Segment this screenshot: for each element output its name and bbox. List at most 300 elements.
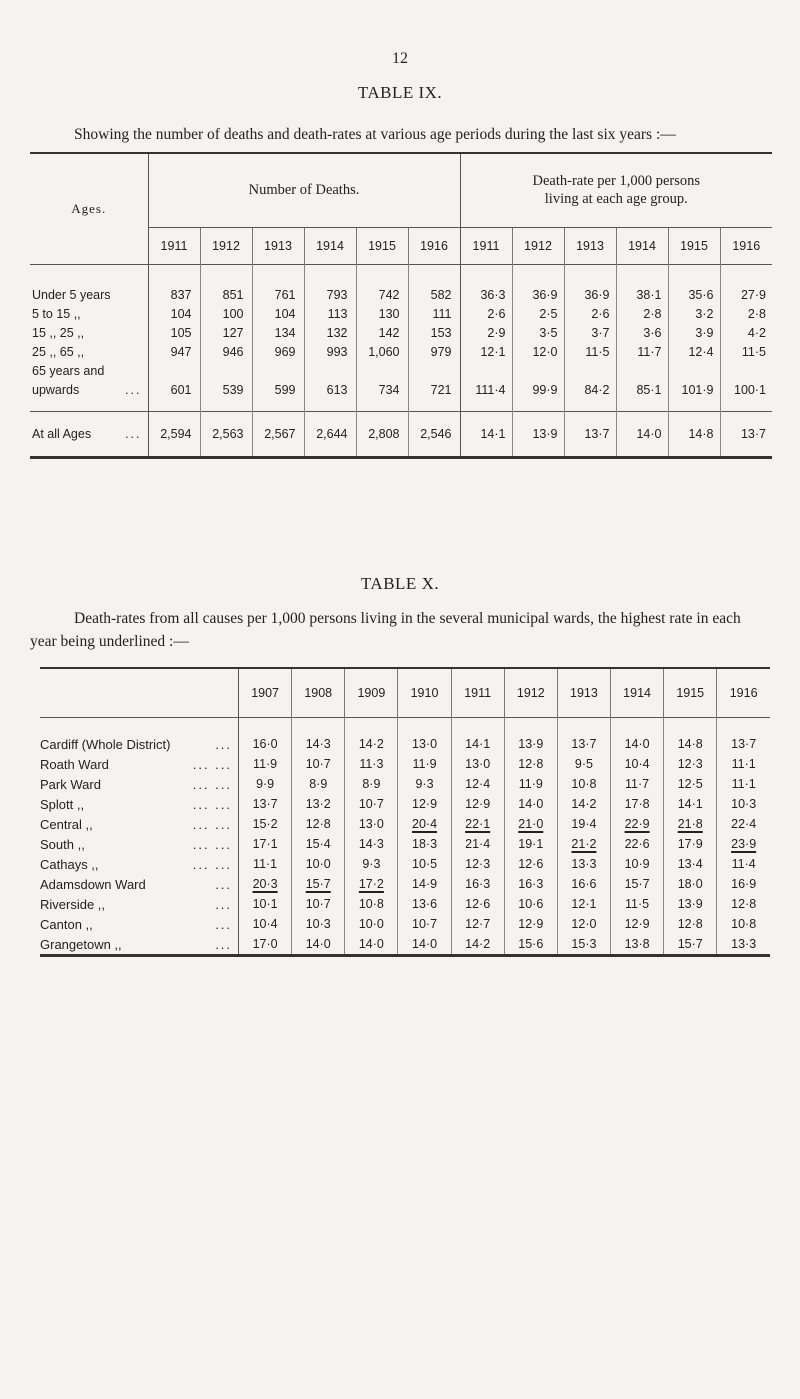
rate-value: 14·3 xyxy=(358,837,384,851)
rate-cell: 2·9 xyxy=(460,323,512,342)
rate-value: 10·8 xyxy=(571,777,597,791)
year-header: 1913 xyxy=(557,668,610,718)
leader-dots: ... ... xyxy=(192,776,233,792)
table-row xyxy=(30,285,772,304)
table-row xyxy=(40,914,770,934)
age-label xyxy=(30,285,148,304)
table-row xyxy=(40,754,770,774)
rate-cell xyxy=(239,734,292,754)
rate-cell xyxy=(664,934,717,956)
rate-cell xyxy=(345,894,398,914)
rate-value: 9·5 xyxy=(574,757,593,771)
leader-dots: ... ... xyxy=(192,856,233,872)
rate-cell xyxy=(345,934,398,956)
rate-cell xyxy=(504,874,557,894)
rate-cell: 11·5 xyxy=(564,342,616,361)
age-label xyxy=(30,304,148,323)
rate-cell xyxy=(345,854,398,874)
rate-value: 12·9 xyxy=(465,797,491,811)
deaths-cell xyxy=(356,361,408,380)
table-ix-intro xyxy=(30,123,770,146)
rate-cell xyxy=(504,774,557,794)
rate-value: 12·9 xyxy=(624,917,650,931)
year-header: 1912 xyxy=(512,227,564,264)
rate-cell xyxy=(398,894,451,914)
leader-dots: ... ... xyxy=(192,796,233,812)
rate-cell xyxy=(398,734,451,754)
year-header: 1914 xyxy=(611,668,664,718)
year-header: 1908 xyxy=(292,668,345,718)
leader-dots: ... xyxy=(215,936,233,952)
rate-cell xyxy=(504,854,557,874)
rate-cell xyxy=(292,894,345,914)
rate-cell xyxy=(451,814,504,834)
rate-cell: 4·2 xyxy=(720,323,772,342)
ward-label xyxy=(40,794,239,814)
deaths-cell: 153 xyxy=(408,323,460,342)
rate-cell xyxy=(557,754,610,774)
year-header: 1915 xyxy=(664,668,717,718)
rate-cell xyxy=(717,734,770,754)
rate-value: 14·1 xyxy=(465,737,491,751)
rate-cell xyxy=(717,894,770,914)
rate-value: 17·2 xyxy=(358,877,384,891)
rate-value: 13·0 xyxy=(412,737,438,751)
rate-cell xyxy=(398,934,451,956)
year-header: 1913 xyxy=(564,227,616,264)
rate-value: 13·6 xyxy=(412,897,438,911)
rate-cell xyxy=(345,914,398,934)
rate-value: 22·1 xyxy=(465,817,491,831)
rate-cell: 2·8 xyxy=(720,304,772,323)
ward-name: Riverside ,, xyxy=(40,896,106,912)
leader-dots: ... ... xyxy=(192,816,233,832)
rate-value: 12·3 xyxy=(677,757,703,771)
rate-cell: 3·2 xyxy=(668,304,720,323)
rate-cell: 3·7 xyxy=(564,323,616,342)
rate-value: 16·9 xyxy=(731,877,757,891)
rate-value: 12·6 xyxy=(518,857,544,871)
rate-cell xyxy=(398,834,451,854)
rate-value: 14·2 xyxy=(358,737,384,751)
rate-cell xyxy=(451,834,504,854)
deaths-cell xyxy=(148,361,200,380)
rate-cell xyxy=(398,854,451,874)
rate-cell xyxy=(292,914,345,934)
page-number: 12 xyxy=(392,50,408,67)
deaths-cell: 601 xyxy=(170,382,192,397)
rate-value: 22·6 xyxy=(624,837,650,851)
rate-cell xyxy=(504,834,557,854)
ward-name: Cathays ,, xyxy=(40,856,99,872)
rate-cell xyxy=(616,361,668,380)
rate-cell xyxy=(504,754,557,774)
deaths-cell: 993 xyxy=(304,342,356,361)
rate-cell xyxy=(664,754,717,774)
rate-cell xyxy=(664,854,717,874)
rate-value: 21·8 xyxy=(677,817,703,831)
rate-cell: 14·8 xyxy=(668,412,720,458)
year-header: 1911 xyxy=(460,227,512,264)
rate-cell xyxy=(292,854,345,874)
rate-value: 15·7 xyxy=(624,877,650,891)
leader-dots: ... xyxy=(215,916,233,932)
year-header: 1916 xyxy=(720,227,772,264)
rate-value: 16·3 xyxy=(518,877,544,891)
rate-value: 10·7 xyxy=(412,917,438,931)
rate-value: 22·9 xyxy=(624,817,650,831)
rate-cell xyxy=(504,734,557,754)
rate-value: 12·0 xyxy=(571,917,597,931)
rate-value: 11·1 xyxy=(731,757,756,771)
rate-value: 10·0 xyxy=(305,857,331,871)
deaths-cell: 130 xyxy=(356,304,408,323)
rate-value: 10·8 xyxy=(731,917,757,931)
ward-label xyxy=(40,934,239,956)
rate-cell xyxy=(557,834,610,854)
age-label xyxy=(30,412,148,458)
rate-cell xyxy=(664,794,717,814)
rate-value: 17·8 xyxy=(624,797,650,811)
rate-value: 20·4 xyxy=(412,817,438,831)
year-header: 1912 xyxy=(504,668,557,718)
rate-cell xyxy=(239,854,292,874)
rate-value: 14·1 xyxy=(677,797,703,811)
rate-cell xyxy=(557,914,610,934)
rate-cell: 101·9 xyxy=(668,380,720,399)
rate-value: 10·3 xyxy=(731,797,757,811)
rate-cell xyxy=(451,754,504,774)
rate-cell xyxy=(239,754,292,774)
rate-cell: 85·1 xyxy=(616,380,668,399)
ages-header: Ages. xyxy=(30,153,148,265)
rate-cell: 12·0 xyxy=(512,342,564,361)
deaths-cell: 2,808 xyxy=(356,412,408,458)
rate-value: 10·6 xyxy=(518,897,544,911)
leader-dots: ... ... xyxy=(192,756,233,772)
year-header: 1911 xyxy=(148,227,200,264)
deaths-cell: 969 xyxy=(252,342,304,361)
rate-value: 14·9 xyxy=(412,877,438,891)
table-row xyxy=(40,834,770,854)
rate-cell xyxy=(239,834,292,854)
deaths-cell: 105 xyxy=(170,325,192,340)
rate-value: 13·9 xyxy=(518,737,544,751)
deaths-cell: 2,563 xyxy=(200,412,252,458)
rate-value: 10·3 xyxy=(305,917,331,931)
rate-cell xyxy=(664,834,717,854)
age-label xyxy=(30,361,148,380)
ward-label xyxy=(40,734,239,754)
rate-cell: 3·9 xyxy=(668,323,720,342)
year-header: 1910 xyxy=(398,668,451,718)
rate-cell: 111·4 xyxy=(460,380,512,399)
table-row xyxy=(30,361,772,380)
ward-label xyxy=(40,834,239,854)
ward-name: Grangetown ,, xyxy=(40,936,122,952)
rate-value: 10·9 xyxy=(624,857,650,871)
rate-value: 15·7 xyxy=(677,937,703,951)
age-label-text: Under 5 years xyxy=(32,287,111,302)
rate-value: 16·6 xyxy=(571,877,597,891)
rate-cell: 13·7 xyxy=(564,412,616,458)
rate-cell: 3·5 xyxy=(512,323,564,342)
rate-cell xyxy=(292,814,345,834)
rate-value: 16·0 xyxy=(252,737,278,751)
rate-cell: 99·9 xyxy=(512,380,564,399)
rate-cell: 100·1 xyxy=(720,380,772,399)
table-row xyxy=(30,323,772,342)
table-row xyxy=(40,794,770,814)
rate-cell xyxy=(292,874,345,894)
rate-cell xyxy=(557,894,610,914)
rate-cell xyxy=(292,774,345,794)
ward-label xyxy=(40,874,239,894)
rate-cell xyxy=(398,814,451,834)
year-header: 1913 xyxy=(252,227,304,264)
year-header: 1916 xyxy=(717,668,770,718)
rate-value: 12·8 xyxy=(731,897,757,911)
rate-value: 11·9 xyxy=(253,757,278,771)
rate-cell xyxy=(664,894,717,914)
rate-cell xyxy=(292,734,345,754)
rate-cell xyxy=(557,854,610,874)
rate-value: 14·2 xyxy=(571,797,597,811)
table-row xyxy=(30,412,772,458)
rate-value: 15·7 xyxy=(305,877,331,891)
rate-cell xyxy=(717,794,770,814)
table-x-intro xyxy=(30,607,770,653)
ward-label xyxy=(40,754,239,774)
rate-cell xyxy=(717,774,770,794)
rate-cell xyxy=(717,834,770,854)
rate-cell: 14·1 xyxy=(460,412,512,458)
table-x xyxy=(40,667,770,957)
rate-value: 13·4 xyxy=(677,857,703,871)
ward-label xyxy=(40,854,239,874)
rate-cell: 11·5 xyxy=(720,342,772,361)
deaths-cell: 947 xyxy=(170,344,192,359)
age-label-text: 15 ,, 25 ,, xyxy=(32,325,85,340)
deaths-header: Number of Deaths. xyxy=(248,182,360,199)
rate-cell: 11·7 xyxy=(616,342,668,361)
ward-header xyxy=(40,668,239,718)
deaths-cell: 100 xyxy=(200,304,252,323)
ward-name: Central ,, xyxy=(40,816,93,832)
table-row xyxy=(40,774,770,794)
rate-value: 13·9 xyxy=(677,897,703,911)
rate-cell: 3·6 xyxy=(616,323,668,342)
rate-cell xyxy=(292,934,345,956)
rate-cell xyxy=(345,794,398,814)
deaths-cell: 142 xyxy=(356,323,408,342)
rate-cell: 38·1 xyxy=(616,285,668,304)
rate-cell: 36·3 xyxy=(460,285,512,304)
table-ix-intro-text: Showing the number of deaths and death-rates at various age periods during the last six years :— xyxy=(74,126,676,143)
rate-value: 19·1 xyxy=(518,837,544,851)
rate-value: 11·4 xyxy=(731,857,756,871)
rate-value: 14·0 xyxy=(305,937,331,951)
rate-value: 10·7 xyxy=(305,757,331,771)
rate-value: 9·9 xyxy=(256,777,275,791)
rate-cell: 27·9 xyxy=(720,285,772,304)
rate-cell xyxy=(611,834,664,854)
rate-value: 19·4 xyxy=(571,817,597,831)
rate-cell xyxy=(557,814,610,834)
deaths-cell: 2,546 xyxy=(408,412,460,458)
table-x-title: TABLE X. xyxy=(360,574,440,593)
rate-cell xyxy=(292,794,345,814)
rate-value: 12·7 xyxy=(465,917,491,931)
rate-value: 11·7 xyxy=(625,777,650,791)
rate-cell xyxy=(460,361,512,380)
rate-cell xyxy=(239,814,292,834)
ward-name: Canton ,, xyxy=(40,916,93,932)
year-header: 1909 xyxy=(345,668,398,718)
table-ix xyxy=(30,152,772,459)
rate-cell: 12·4 xyxy=(668,342,720,361)
deaths-cell: 582 xyxy=(408,285,460,304)
rate-value: 13·7 xyxy=(731,737,757,751)
deaths-cell: 2,567 xyxy=(252,412,304,458)
table-row xyxy=(40,814,770,834)
deaths-cell: 1,060 xyxy=(356,342,408,361)
deaths-cell: 113 xyxy=(304,304,356,323)
deaths-cell: 539 xyxy=(200,380,252,399)
rate-value: 12·5 xyxy=(677,777,703,791)
rate-cell: 36·9 xyxy=(512,285,564,304)
table-row xyxy=(40,934,770,956)
rate-cell xyxy=(611,754,664,774)
rate-cell xyxy=(504,914,557,934)
age-label xyxy=(30,380,148,399)
rate-value: 11·3 xyxy=(359,757,384,771)
rate-value: 18·0 xyxy=(677,877,703,891)
rate-value: 14·0 xyxy=(358,937,384,951)
rate-value: 15·3 xyxy=(571,937,597,951)
table-row xyxy=(40,854,770,874)
deaths-cell xyxy=(408,361,460,380)
year-header: 1914 xyxy=(304,227,356,264)
rate-value: 11·5 xyxy=(625,897,650,911)
rate-cell xyxy=(557,934,610,956)
rate-value: 11·9 xyxy=(412,757,437,771)
rate-value: 15·4 xyxy=(305,837,331,851)
rate-cell xyxy=(664,734,717,754)
rate-cell: 84·2 xyxy=(564,380,616,399)
rate-cell xyxy=(717,874,770,894)
rate-cell xyxy=(451,894,504,914)
rate-value: 16·3 xyxy=(465,877,491,891)
rate-value: 18·3 xyxy=(412,837,438,851)
deaths-cell: 134 xyxy=(252,323,304,342)
rate-cell xyxy=(504,894,557,914)
ward-name: Cardiff (Whole District) xyxy=(40,736,171,752)
rate-cell: 2·6 xyxy=(460,304,512,323)
rate-cell: 12·1 xyxy=(460,342,512,361)
rate-value: 11·1 xyxy=(253,857,278,871)
rate-header xyxy=(460,153,772,227)
rate-value: 10·7 xyxy=(358,797,384,811)
rate-cell xyxy=(451,854,504,874)
rate-value: 14·3 xyxy=(305,737,331,751)
table-x-intro-text: Death-rates from all causes per 1,000 persons living in the several municipal wards, the highest rate in each year being underlined :— xyxy=(30,610,741,650)
rate-cell xyxy=(717,914,770,934)
deaths-cell: 837 xyxy=(170,287,192,302)
rate-header-line1: Death-rate per 1,000 persons xyxy=(532,173,700,190)
deaths-cell: 2,644 xyxy=(304,412,356,458)
rate-value: 12·9 xyxy=(412,797,438,811)
leader-dots: ... xyxy=(125,427,142,441)
age-label-text: 5 to 15 ,, xyxy=(32,306,81,321)
rate-cell: 14·0 xyxy=(616,412,668,458)
rate-cell xyxy=(345,874,398,894)
rate-cell xyxy=(664,814,717,834)
rate-cell xyxy=(504,794,557,814)
deaths-cell: 104 xyxy=(170,306,192,321)
rate-cell xyxy=(611,934,664,956)
deaths-cell: 734 xyxy=(356,380,408,399)
ward-name: Roath Ward xyxy=(40,756,109,772)
rate-value: 10·0 xyxy=(358,917,384,931)
rate-cell xyxy=(451,874,504,894)
rate-cell xyxy=(451,734,504,754)
rate-cell xyxy=(611,914,664,934)
rate-cell: 35·6 xyxy=(668,285,720,304)
rate-cell xyxy=(345,734,398,754)
rate-cell xyxy=(664,774,717,794)
rate-cell xyxy=(239,914,292,934)
rate-value: 23·9 xyxy=(731,837,757,851)
ward-label xyxy=(40,814,239,834)
rate-cell xyxy=(451,794,504,814)
table-ix-title: TABLE IX. xyxy=(357,83,443,102)
rate-value: 12·8 xyxy=(305,817,331,831)
rate-cell xyxy=(717,754,770,774)
rate-value: 10·4 xyxy=(252,917,278,931)
rate-cell xyxy=(239,874,292,894)
rate-cell xyxy=(611,794,664,814)
rate-value: 21·0 xyxy=(518,817,544,831)
rate-value: 10·5 xyxy=(412,857,438,871)
deaths-cell xyxy=(252,361,304,380)
rate-value: 13·8 xyxy=(624,937,650,951)
rate-cell xyxy=(720,361,772,380)
rate-cell xyxy=(611,874,664,894)
year-header: 1911 xyxy=(451,668,504,718)
rate-cell xyxy=(398,754,451,774)
rate-value: 12·8 xyxy=(677,917,703,931)
rate-value: 14·0 xyxy=(624,737,650,751)
rate-value: 10·8 xyxy=(358,897,384,911)
rate-cell xyxy=(611,854,664,874)
ward-name: Park Ward xyxy=(40,776,101,792)
age-label xyxy=(30,342,148,361)
rate-value: 12·8 xyxy=(518,757,544,771)
rate-cell xyxy=(557,794,610,814)
rate-cell xyxy=(611,774,664,794)
rate-cell xyxy=(504,934,557,956)
rate-cell xyxy=(451,774,504,794)
ward-name: Splott ,, xyxy=(40,796,85,812)
rate-value: 8·9 xyxy=(362,777,381,791)
rate-cell xyxy=(611,814,664,834)
year-header: 1912 xyxy=(200,227,252,264)
rate-cell xyxy=(564,361,616,380)
deaths-cell: 851 xyxy=(200,285,252,304)
rate-cell xyxy=(398,874,451,894)
ward-name: Adamsdown Ward xyxy=(40,876,146,892)
